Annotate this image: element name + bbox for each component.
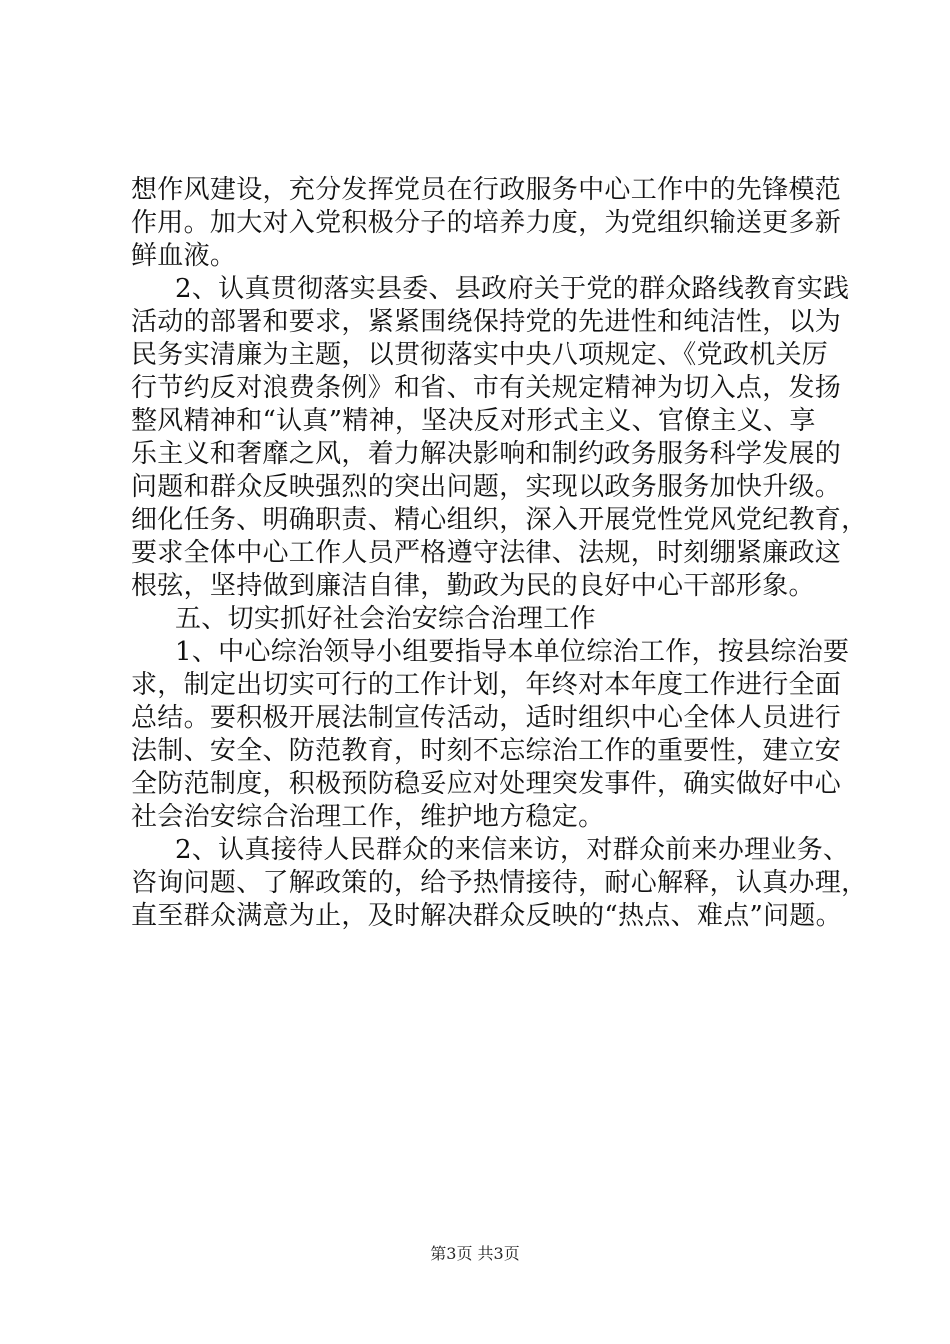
text-line: 作用。加大对入党积极分子的培养力度，为党组织输送更多新	[131, 208, 842, 238]
text-line: 鲜血液。	[131, 241, 237, 271]
text-line: 行节约反对浪费条例》和省、市有关规定精神为切入点，发扬	[131, 373, 842, 403]
text-line: 法制、安全、防范教育，时刻不忘综治工作的重要性，建立安	[131, 736, 842, 766]
text-line: 总结。要积极开展法制宣传活动，适时组织中心全体人员进行	[131, 703, 842, 733]
text-line: 直至群众满意为止，及时解决群众反映的“热点、难点”问题。	[131, 901, 842, 931]
paragraph-start-line: 2、认真贯彻落实县委、县政府关于党的群众路线教育实践	[175, 274, 850, 304]
text-line: 全防范制度，积极预防稳妥应对处理突发事件，确实做好中心	[131, 769, 842, 799]
text-line: 活动的部署和要求，紧紧围绕保持党的先进性和纯洁性，以为	[131, 307, 842, 337]
text-line: 民务实清廉为主题，以贯彻落实中央八项规定、《党政机关厉	[131, 340, 829, 370]
text-line: 整风精神和“认真”精神，坚决反对形式主义、官僚主义、享	[131, 406, 816, 436]
text-line: 问题和群众反映强烈的突出问题，实现以政务服务加快升级。	[131, 472, 842, 502]
paragraph-start-line: 1、中心综治领导小组要指导本单位综治工作，按县综治要	[175, 637, 850, 667]
text-line: 咨询问题、了解政策的，给予热情接待，耐心解释，认真办理，	[131, 868, 868, 898]
text-line: 想作风建设，充分发挥党员在行政服务中心工作中的先锋模范	[131, 175, 842, 205]
paragraph-start-line: 2、认真接待人民群众的来信来访，对群众前来办理业务、	[175, 835, 850, 865]
text-line: 根弦，坚持做到廉洁自律，勤政为民的良好中心干部形象。	[131, 571, 815, 601]
section-heading: 五、切实抓好社会治安综合治理工作	[175, 604, 596, 634]
text-line: 社会治安综合治理工作，维护地方稳定。	[131, 802, 605, 832]
text-line: 乐主义和奢靡之风，着力解决影响和制约政务服务科学发展的	[131, 439, 842, 469]
page-number-footer: 第3页 共3页	[430, 1244, 520, 1263]
document-body	[131, 174, 868, 933]
text-line: 细化任务、明确职责、精心组织，深入开展党性党风党纪教育，	[131, 505, 868, 535]
text-line: 求，制定出切实可行的工作计划，年终对本年度工作进行全面	[131, 670, 842, 700]
text-line: 要求全体中心工作人员严格遵守法律、法规，时刻绷紧廉政这	[131, 538, 842, 568]
